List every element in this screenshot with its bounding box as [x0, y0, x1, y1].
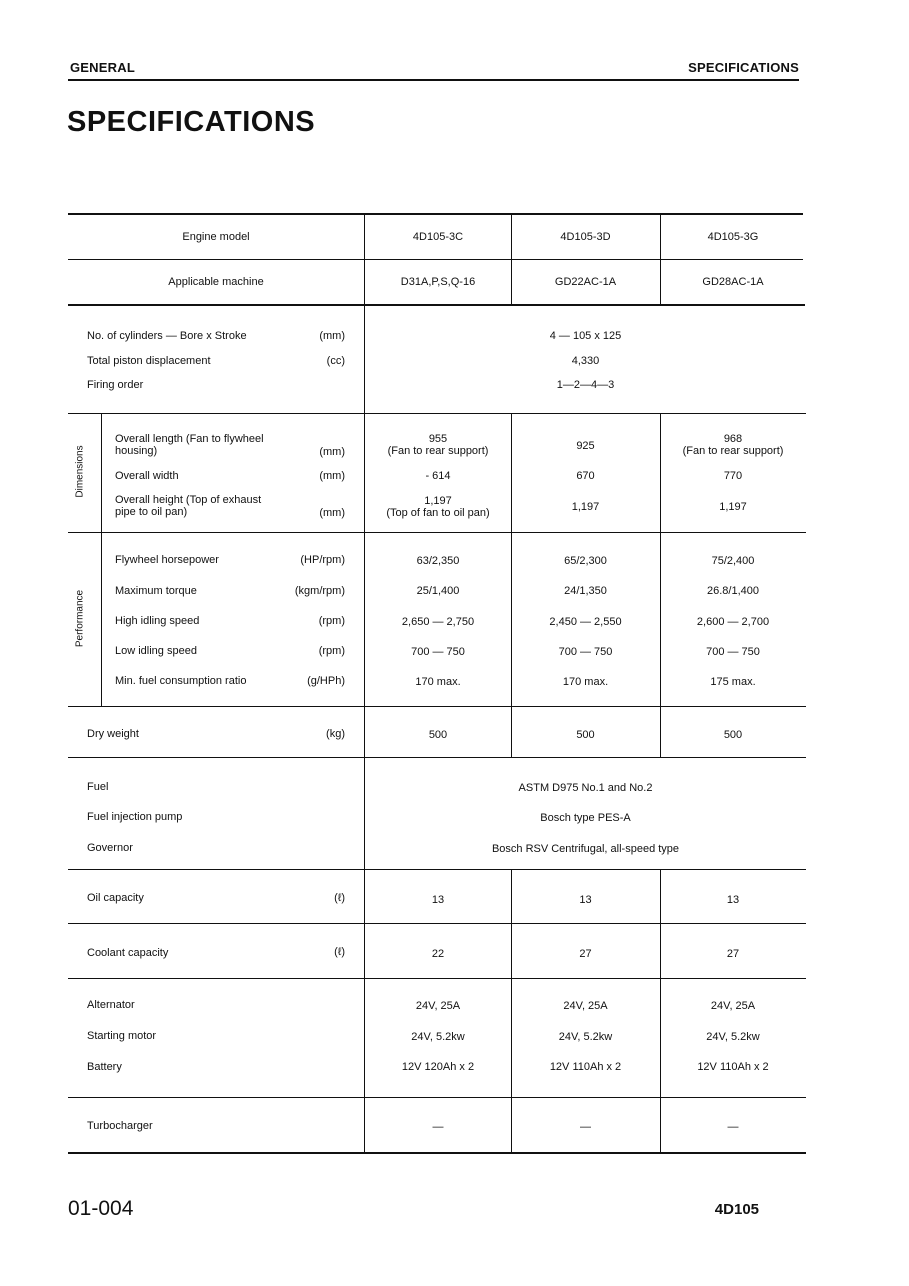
spec-value: Bosch RSV Centrifugal, all-speed type — [491, 843, 680, 855]
spec-value: 24V, 5.2kw — [558, 1031, 613, 1043]
table-rule — [68, 213, 803, 215]
spec-value: 24V, 5.2kw — [706, 1031, 760, 1043]
group-divider — [101, 532, 102, 706]
table-rule — [68, 532, 806, 533]
spec-label: Fuel injection pump — [87, 811, 183, 823]
spec-value: 170 max. — [562, 676, 609, 688]
page-title: SPECIFICATIONS — [67, 106, 316, 138]
spec-label: Flywheel horsepower — [115, 554, 219, 566]
spec-value: 1,197 — [719, 501, 747, 513]
spec-label: Low idling speed — [115, 645, 197, 657]
spec-value: — — [580, 1121, 591, 1133]
spec-label: Overall length (Fan to flywheel — [115, 433, 264, 445]
spec-value: — — [727, 1121, 739, 1133]
spec-value: 24/1,350 — [564, 585, 607, 597]
spec-value-note: (Fan to rear support) — [387, 445, 489, 457]
spec-value: 12V 120Ah x 2 — [401, 1061, 475, 1073]
applicable-machine-value: GD22AC-1A — [554, 276, 617, 288]
spec-label: Dry weight — [87, 728, 139, 740]
spec-value: 13 — [579, 894, 592, 906]
spec-label: Alternator — [87, 999, 135, 1011]
spec-value: - 614 — [425, 470, 451, 482]
spec-label: housing) — [115, 445, 158, 457]
header-rule — [68, 79, 799, 81]
engine-model-value: 4D105-3C — [412, 231, 464, 243]
spec-value: 75/2,400 — [711, 555, 755, 567]
spec-value: 700 — 750 — [558, 646, 613, 658]
spec-unit: (ℓ) — [334, 892, 345, 904]
spec-label: No. of cylinders — Bore x Stroke — [87, 330, 247, 342]
spec-label: Starting motor — [87, 1030, 157, 1042]
spec-value: 22 — [431, 948, 445, 960]
spec-value: 13 — [726, 894, 740, 906]
spec-value: 25/1,400 — [416, 585, 460, 597]
table-rule — [68, 869, 806, 870]
spec-unit: (mm) — [319, 470, 345, 482]
column-divider — [660, 213, 661, 304]
spec-value: 63/2,350 — [416, 555, 460, 567]
spec-value: 12V 110Ah x 2 — [549, 1061, 622, 1073]
spec-label: Maximum torque — [115, 585, 197, 597]
spec-value: 27 — [579, 948, 592, 960]
footer-model: 4D105 — [714, 1201, 759, 1218]
spec-value: 2,600 — 2,700 — [696, 616, 770, 628]
spec-unit: (kg) — [326, 728, 345, 740]
spec-value: 4,330 — [571, 355, 600, 367]
spec-label: High idling speed — [115, 615, 200, 627]
spec-unit: (rpm) — [318, 615, 345, 627]
table-rule — [68, 304, 805, 306]
spec-value: 170 max. — [415, 676, 461, 688]
spec-value: 26.8/1,400 — [707, 585, 759, 597]
spec-value: 700 — 750 — [411, 646, 465, 658]
applicable-machine-label: Applicable machine — [168, 276, 264, 288]
spec-value: — — [432, 1121, 444, 1133]
spec-value: 2,450 — 2,550 — [549, 616, 622, 628]
engine-model-label: Engine model — [182, 231, 250, 243]
spec-label: Coolant capacity — [87, 947, 169, 959]
spec-unit: (ℓ) — [334, 946, 345, 958]
spec-value: 24V, 25A — [563, 1000, 608, 1012]
spec-value: 13 — [431, 894, 445, 906]
group-label-dimensions: Dimensions — [74, 445, 86, 498]
spec-value: 12V 110Ah x 2 — [697, 1061, 769, 1073]
spec-value: 2,650 — 2,750 — [401, 616, 475, 628]
spec-label: Battery — [87, 1061, 122, 1073]
spec-label: pipe to oil pan) — [115, 506, 188, 518]
spec-label: Governor — [87, 842, 133, 854]
spec-label: Oil capacity — [87, 892, 144, 904]
spec-label: Turbocharger — [87, 1120, 153, 1132]
spec-value: 1,197 — [571, 501, 600, 513]
spec-unit: (g/HPh) — [307, 675, 345, 687]
page-number: 01-004 — [68, 1197, 134, 1220]
applicable-machine-value: D31A,P,S,Q-16 — [400, 276, 476, 288]
spec-unit: (cc) — [326, 355, 345, 367]
spec-value: Bosch type PES-A — [540, 812, 631, 824]
table-rule — [68, 757, 806, 758]
group-divider — [101, 413, 102, 532]
table-rule — [68, 923, 806, 924]
spec-value: 500 — [428, 729, 448, 741]
spec-value: 24V, 25A — [415, 1000, 461, 1012]
column-divider — [511, 213, 512, 304]
spec-value: 925 — [576, 440, 595, 452]
spec-value: 27 — [726, 948, 740, 960]
spec-unit: (mm) — [319, 507, 345, 519]
spec-unit: (HP/rpm) — [300, 554, 345, 566]
spec-value: ASTM D975 No.1 and No.2 — [518, 782, 653, 794]
spec-label: Fuel — [87, 781, 109, 793]
spec-value: 500 — [723, 729, 743, 741]
spec-value: 770 — [723, 470, 743, 482]
engine-model-value: 4D105-3D — [560, 231, 611, 243]
spec-value: 24V, 25A — [710, 1000, 756, 1012]
spec-unit: (rpm) — [318, 645, 345, 657]
spec-value: 24V, 5.2kw — [411, 1031, 465, 1043]
spec-value: 1—2—4—3 — [556, 379, 615, 391]
table-rule — [68, 978, 806, 979]
spec-value: 700 — 750 — [706, 646, 760, 658]
applicable-machine-value: GD28AC-1A — [702, 276, 764, 288]
group-label-performance: Performance — [74, 589, 86, 648]
table-rule — [68, 1097, 806, 1098]
spec-value-note: (Top of fan to oil pan) — [386, 507, 490, 519]
spec-label: Firing order — [87, 379, 144, 391]
spec-value: 968 — [723, 433, 743, 445]
spec-value: 175 max. — [710, 676, 756, 688]
spec-value: 670 — [576, 470, 595, 482]
table-rule — [68, 1152, 806, 1154]
spec-unit: (mm) — [319, 446, 345, 458]
spec-value: 955 — [428, 433, 448, 445]
spec-value: 500 — [576, 729, 595, 741]
table-rule — [68, 259, 803, 260]
engine-model-value: 4D105-3G — [707, 231, 759, 243]
header-section: GENERAL — [70, 60, 135, 75]
spec-value-note: (Fan to rear support) — [682, 445, 784, 457]
spec-value: 1,197 — [424, 495, 452, 507]
spec-unit: (kgm/rpm) — [294, 585, 345, 597]
spec-value: 4 — 105 x 125 — [549, 330, 622, 342]
table-rule — [68, 413, 806, 414]
spec-unit: (mm) — [319, 330, 345, 342]
spec-label: Total piston displacement — [87, 355, 211, 367]
header-chapter: SPECIFICATIONS — [688, 60, 799, 75]
table-rule — [68, 706, 806, 707]
spec-label: Overall width — [115, 470, 179, 482]
spec-value: 65/2,300 — [564, 555, 607, 567]
spec-label: Min. fuel consumption ratio — [115, 675, 247, 687]
spec-label: Overall height (Top of exhaust — [115, 494, 262, 506]
